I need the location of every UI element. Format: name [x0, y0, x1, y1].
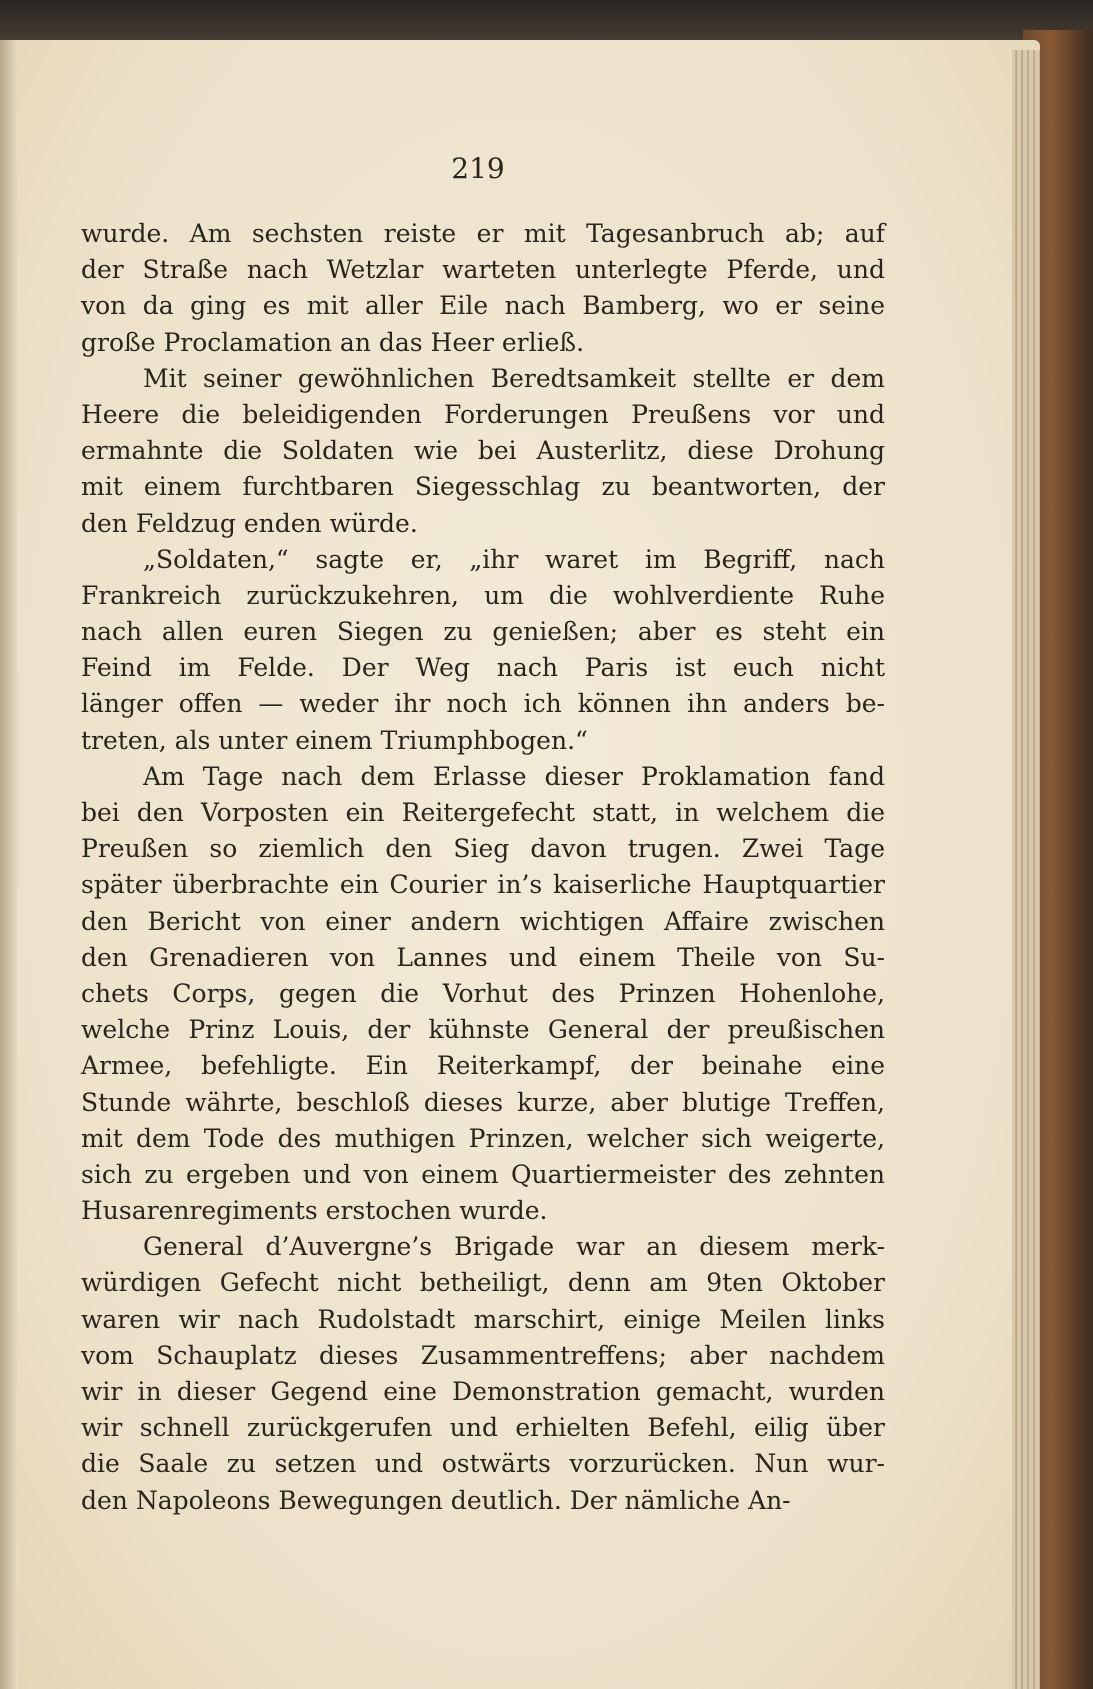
text-line: bei den Vorposten ein Reitergefecht statt, in welchem die	[81, 798, 885, 827]
text-line: Stunde währte, beschloß dieses kurze, aber blutige Treffen,	[81, 1087, 885, 1117]
text-line: nach allen euren Siegen zu genießen; aber es steht ein	[81, 617, 885, 647]
text-line: welche Prinz Louis, der kühnste General der preußischen	[81, 1015, 885, 1045]
page-stack-edges	[1012, 50, 1040, 1689]
text-line: von da ging es mit aller Eile nach Bamberg, wo er seine	[81, 291, 885, 321]
body-text	[81, 216, 885, 1519]
text-line: den Bericht von einer andern wichtigen Affaire zwischen	[81, 906, 885, 936]
text-line: General d’Auvergne’s Brigade war an diesem merk-	[143, 1232, 885, 1262]
text-line: den Napoleons Bewegungen deutlich. Der nämliche An-	[81, 1485, 791, 1515]
paragraph	[81, 542, 885, 759]
text-line: Mit seiner gewöhnlichen Beredtsamkeit stellte er dem	[143, 363, 885, 393]
text-line: die Saale zu setzen und ostwärts vorzurücken. Nun wur-	[81, 1449, 885, 1479]
text-line: würdigen Gefecht nicht betheiligt, denn am 9ten Oktober	[81, 1268, 885, 1298]
text-line: Preußen so ziemlich den Sieg davon trugen. Zwei Tage	[81, 834, 885, 864]
text-line: waren wir nach Rudolstadt marschirt, einige Meilen links	[81, 1304, 885, 1334]
text-line: chets Corps, gegen die Vorhut des Prinzen Hohenlohe,	[81, 978, 885, 1008]
paragraph	[81, 759, 885, 1229]
page-number: 219	[451, 152, 505, 185]
text-line: Armee, befehligte. Ein Reiterkampf, der beinahe eine	[81, 1051, 885, 1081]
text-line: sich zu ergeben und von einem Quartiermeister des zehnten	[81, 1159, 885, 1189]
text-line: große Proclamation an das Heer erließ.	[81, 327, 585, 357]
paragraph	[81, 216, 885, 361]
text-line: Heere die beleidigenden Forderungen Preußens vor und	[81, 399, 885, 429]
text-line: der Straße nach Wetzlar warteten unterlegte Pferde, und	[81, 255, 885, 285]
text-line: treten, als unter einem Triumphbogen.“	[81, 725, 588, 755]
text-line: Frankreich zurückzukehren, um die wohlverdiente Ruhe	[81, 580, 885, 610]
text-line: mit dem Tode des muthigen Prinzen, welcher sich weigerte,	[81, 1123, 885, 1153]
text-line: später überbrachte ein Courier in’s kaiserliche Hauptquartier	[81, 870, 885, 900]
text-line: mit einem furchtbaren Siegesschlag zu beantworten, der	[81, 472, 885, 502]
text-line: „Soldaten,“ sagte er, „ihr waret im Begriff, nach	[143, 544, 885, 574]
text-line: Feind im Felde. Der Weg nach Paris ist euch nicht	[81, 653, 885, 683]
text-line: den Grenadieren von Lannes und einem Theile von Su-	[81, 942, 885, 972]
page-gutter	[0, 40, 18, 1689]
text-line: den Feldzug enden würde.	[81, 508, 418, 538]
text-line: Am Tage nach dem Erlasse dieser Proklamation fand	[143, 761, 885, 791]
text-line: länger offen — weder ihr noch ich können ihn anders be-	[81, 689, 885, 719]
text-line: wurde. Am sechsten reiste er mit Tagesanbruch ab; auf	[81, 219, 885, 248]
text-line: Husarenregiments erstochen wurde.	[81, 1196, 548, 1226]
text-line: wir schnell zurückgerufen und erhielten Befehl, eilig über	[81, 1413, 885, 1443]
paragraph	[81, 1229, 885, 1519]
text-line: ermahnte die Soldaten wie bei Austerlitz, diese Drohung	[81, 436, 885, 466]
text-line: wir in dieser Gegend eine Demonstration gemacht, wurden	[81, 1377, 885, 1406]
paragraph	[81, 361, 885, 542]
text-line: vom Schauplatz dieses Zusammentreffens; aber nachdem	[81, 1340, 885, 1370]
